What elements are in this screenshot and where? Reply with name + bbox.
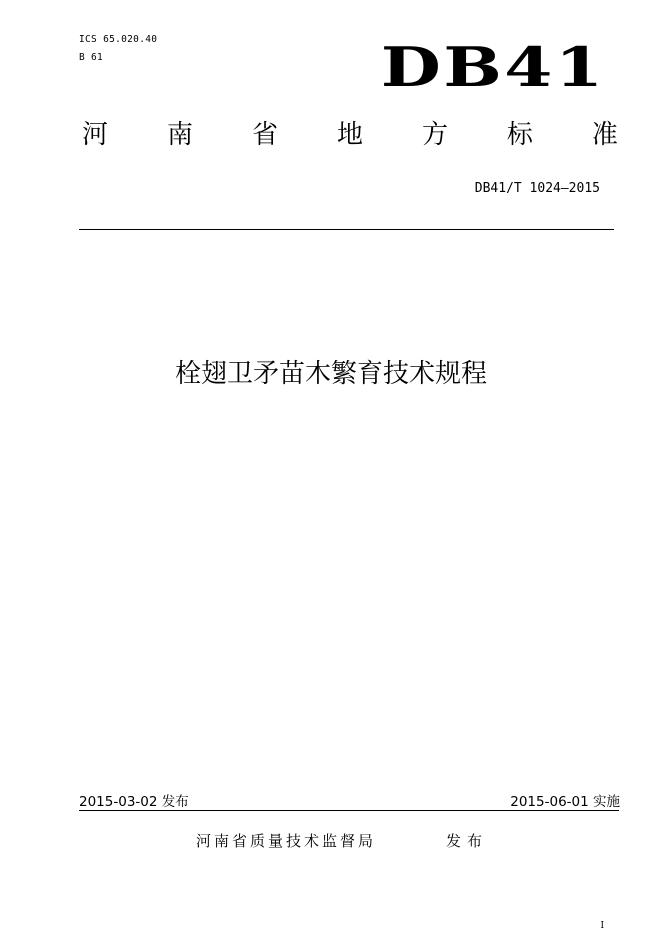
standard-type-char: 准 (591, 120, 618, 150)
standard-type-char: 南 (166, 120, 193, 150)
standard-type-char: 河 (82, 120, 109, 150)
document-title: 栓翅卫矛苗木繁育技术规程 (174, 359, 487, 389)
header-divider (79, 229, 614, 230)
issuing-action: 发布 (446, 832, 489, 850)
standard-type-char: 方 (421, 120, 448, 150)
standard-code-logo: DB41 (381, 35, 606, 99)
issue-date: 2015-03-02 发布 (79, 794, 189, 810)
standard-number: DB41/T 1024—2015 (474, 181, 600, 196)
issuing-authority: 河南省质量技术监督局 (196, 832, 377, 850)
standard-type-char: 标 (506, 120, 533, 150)
standard-type-char: 地 (336, 120, 363, 150)
standard-type-heading (82, 122, 618, 148)
footer-divider (79, 810, 619, 811)
implementation-date: 2015-06-01 实施 (510, 794, 620, 810)
ccs-code: B 61 (79, 52, 104, 63)
page-number: I (600, 921, 604, 931)
ics-code: ICS 65.020.40 (79, 34, 158, 45)
standard-type-char: 省 (251, 120, 278, 150)
